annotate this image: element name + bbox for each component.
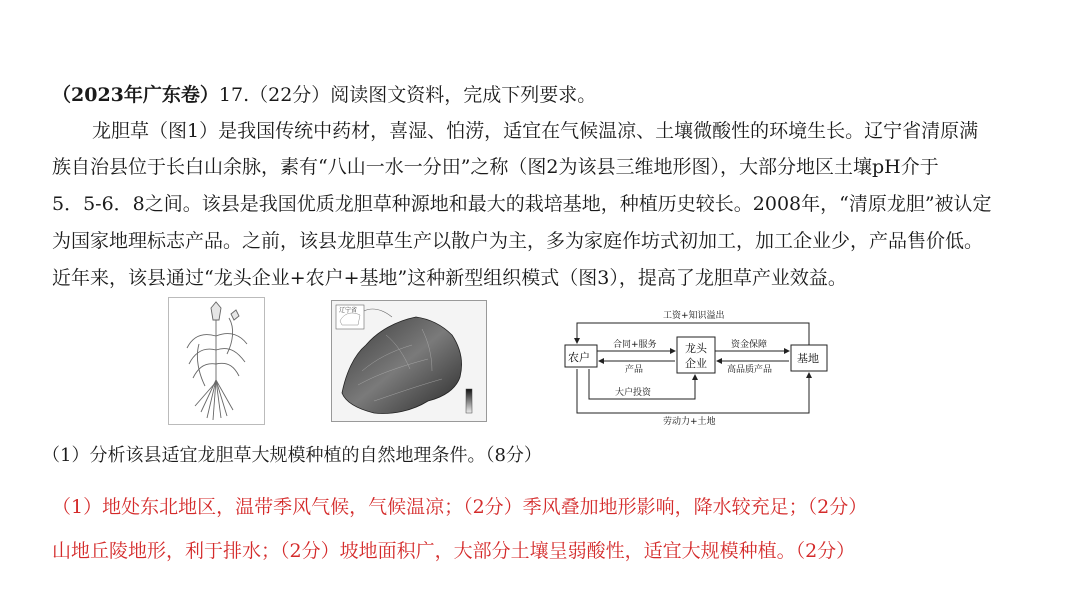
node-enterprise-label-2: 企业 bbox=[685, 357, 707, 370]
label-funding: 资金保障 bbox=[731, 340, 768, 350]
county-terrain-shape bbox=[342, 317, 462, 414]
gentian-plant-illustration bbox=[169, 298, 264, 424]
question-number: 17. bbox=[218, 84, 250, 106]
paragraph-line-1: 龙胆草（图1）是我国传统中药材，喜湿、怕涝，适宜在气候温凉、土壤微酸性的环境生长。辽宁省清原满 bbox=[92, 120, 979, 142]
label-quality-product: 高品质产品 bbox=[727, 365, 773, 375]
label-product: 产品 bbox=[625, 365, 644, 375]
figure-2-terrain-map bbox=[331, 300, 487, 422]
question-header bbox=[52, 83, 596, 107]
figure-3-flow-diagram bbox=[563, 305, 831, 428]
paragraph-line-4: 为国家地理标志产品。之前，该县龙胆草生产以散户为主，多为家庭作坊式初加工，加工企业少，产品售价低。 bbox=[52, 230, 984, 252]
question-source: （2023年广东卷） bbox=[52, 84, 219, 106]
elevation-legend bbox=[466, 389, 472, 413]
paragraph-line-2: 族自治县位于长白山余脉，素有“八山一水一分田”之称（图2为该县三维地形图），大部分地区土壤pH介于 bbox=[52, 156, 939, 178]
node-enterprise-label-1: 龙头 bbox=[685, 342, 707, 355]
node-farmer-label: 农户 bbox=[568, 351, 590, 364]
figure-1-gentian-plant bbox=[168, 297, 265, 425]
answer-line-1: （1）地处东北地区，温带季风气候，气候温凉；（2分）季风叠加地形影响，降水较充足；（2分） bbox=[52, 496, 868, 518]
answer-line-2: 山地丘陵地形，利于排水；（2分）坡地面积广，大部分土壤呈弱酸性，适宜大规模种植。（2分） bbox=[52, 540, 856, 562]
paragraph-line-5: 近年来，该县通过“龙头企业+农户+基地”这种新型组织模式（图3），提高了龙胆草产业效益。 bbox=[52, 267, 847, 289]
flow-diagram bbox=[563, 305, 831, 428]
terrain-map-illustration bbox=[332, 301, 486, 421]
label-labor-land: 劳动力+土地 bbox=[663, 417, 716, 427]
label-wages-knowledge: 工资+知识溢出 bbox=[663, 311, 725, 321]
label-investment: 大户投资 bbox=[615, 388, 652, 398]
node-base-label: 基地 bbox=[797, 352, 819, 365]
paragraph-line-3: 5．5-6．8之间。该县是我国优质龙胆草种源地和最大的栽培基地，种植历史较长。2008年，“清原龙胆”被认定 bbox=[52, 193, 992, 215]
label-contract-service: 合同+服务 bbox=[613, 340, 657, 350]
sub-question-1: （1）分析该县适宜龙胆草大规模种植的自然地理条件。（8分） bbox=[42, 445, 542, 466]
question-prompt: （22分）阅读图文资料，完成下列要求。 bbox=[249, 84, 597, 106]
inset-map-label: 辽宁省 bbox=[339, 307, 358, 314]
